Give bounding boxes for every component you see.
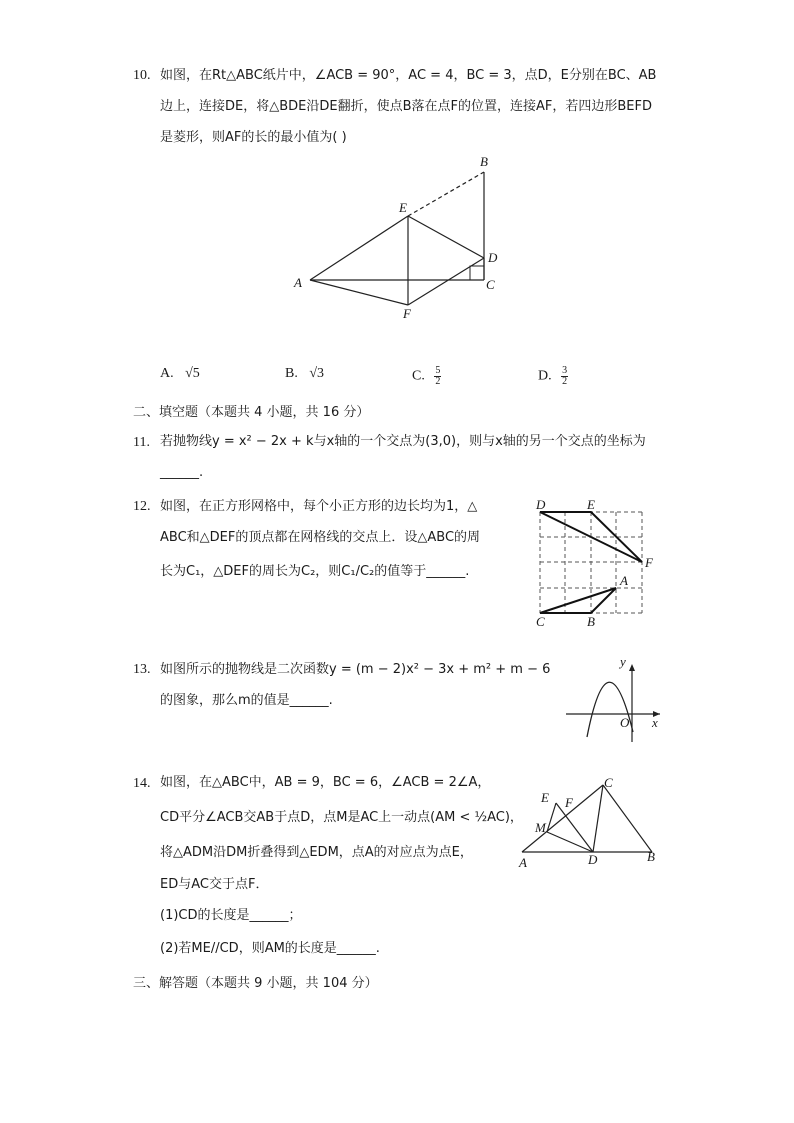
q14-label-a: A [519, 855, 527, 870]
q10-line-1: 如图，在Rt△ABC纸片中，∠ACB = 90°，AC = 4，BC = 3，点D，E分别在BC、AB [160, 68, 657, 83]
q12-label-d: D [536, 497, 546, 512]
q11-number: 11. [133, 435, 150, 450]
q10-label-d: D [488, 250, 498, 265]
q14-line-2: CD平分∠ACB交AB于点D，点M是AC上一动点(AM < ½AC)， [160, 810, 523, 825]
q11-line-1: 若抛物线y = x² − 2x + k与x轴的一个交点为(3,0)，则与x轴的另一个交点的坐标为 [160, 434, 646, 449]
q12-number: 12. [133, 499, 151, 514]
q13-label-o: O [620, 715, 630, 730]
option-value: √5 [185, 366, 200, 381]
q12-line-2: ABC和△DEF的顶点都在网格线的交点上．设△ABC的周 [160, 530, 481, 545]
q12-line-1: 如图，在正方形网格中，每个小正方形的边长均为1，△ [160, 499, 478, 514]
q10-label-a: A [294, 275, 302, 290]
q13-line-2: 的图象，那么m的值是______. [160, 693, 333, 708]
q14-line-1: 如图，在△ABC中，AB = 9，BC = 6，∠ACB = 2∠A， [160, 775, 491, 790]
option-letter: B. [285, 366, 298, 381]
q14-label-b: B [647, 849, 655, 864]
q12-label-f: F [645, 555, 653, 570]
option-letter: D. [538, 368, 552, 384]
q13-line-1: 如图所示的抛物线是二次函数y = (m − 2)x² − 3x + m² + m − 6 [160, 662, 551, 677]
option-fraction: $\frac{5}{2}$ [435, 365, 441, 387]
section-solutions: 三、解答题（本题共 9 小题，共 104 分） [133, 976, 378, 991]
q10-label-b: B [480, 154, 488, 169]
q12-label-c: C [536, 614, 545, 629]
q10-line-3: 是菱形，则AF的长的最小值为( ) [160, 130, 347, 145]
q10-label-f: F [403, 306, 411, 321]
q11-blank[interactable]: ______. [160, 465, 204, 480]
option-letter: A. [160, 366, 174, 381]
q14-label-m: M [535, 820, 546, 835]
option-fraction: $\frac{3}{2}$ [562, 365, 568, 387]
q14-line-4: ED与AC交于点F． [160, 877, 269, 892]
q14-label-d: D [588, 852, 598, 867]
q14-label-e: E [541, 790, 549, 805]
q13-label-y: y [620, 654, 626, 669]
q14-label-c: C [604, 775, 613, 790]
q12-label-e: E [587, 497, 595, 512]
q13-number: 13. [133, 662, 151, 677]
q14-label-f: F [565, 795, 573, 810]
section-fill-in: 二、填空题（本题共 4 小题，共 16 分） [133, 405, 370, 420]
q12-label-b: B [587, 614, 595, 629]
q10-number: 10. [133, 68, 151, 83]
q14-part-1[interactable]: (1)CD的长度是______； [160, 908, 302, 923]
q10-line-2: 边上，连接DE，将△BDE沿DE翻折，使点B落在点F的位置，连接AF，若四边形BEFD [160, 99, 652, 114]
q14-number: 14. [133, 776, 151, 791]
option-value: √3 [309, 366, 325, 381]
q13-label-x: x [652, 715, 658, 730]
q10-label-e: E [399, 200, 407, 215]
q14-line-3: 将△ADM沿DM折叠得到△EDM，点A的对应点为点E， [160, 845, 473, 860]
q12-line-3: 长为C₁，△DEF的周长为C₂，则C₁/C₂的值等于______. [160, 564, 470, 579]
option-letter: C. [412, 368, 425, 384]
q14-part-2[interactable]: (2)若ME//CD，则AM的长度是______. [160, 941, 380, 956]
q12-label-a: A [620, 573, 628, 588]
q10-label-c: C [486, 277, 495, 292]
